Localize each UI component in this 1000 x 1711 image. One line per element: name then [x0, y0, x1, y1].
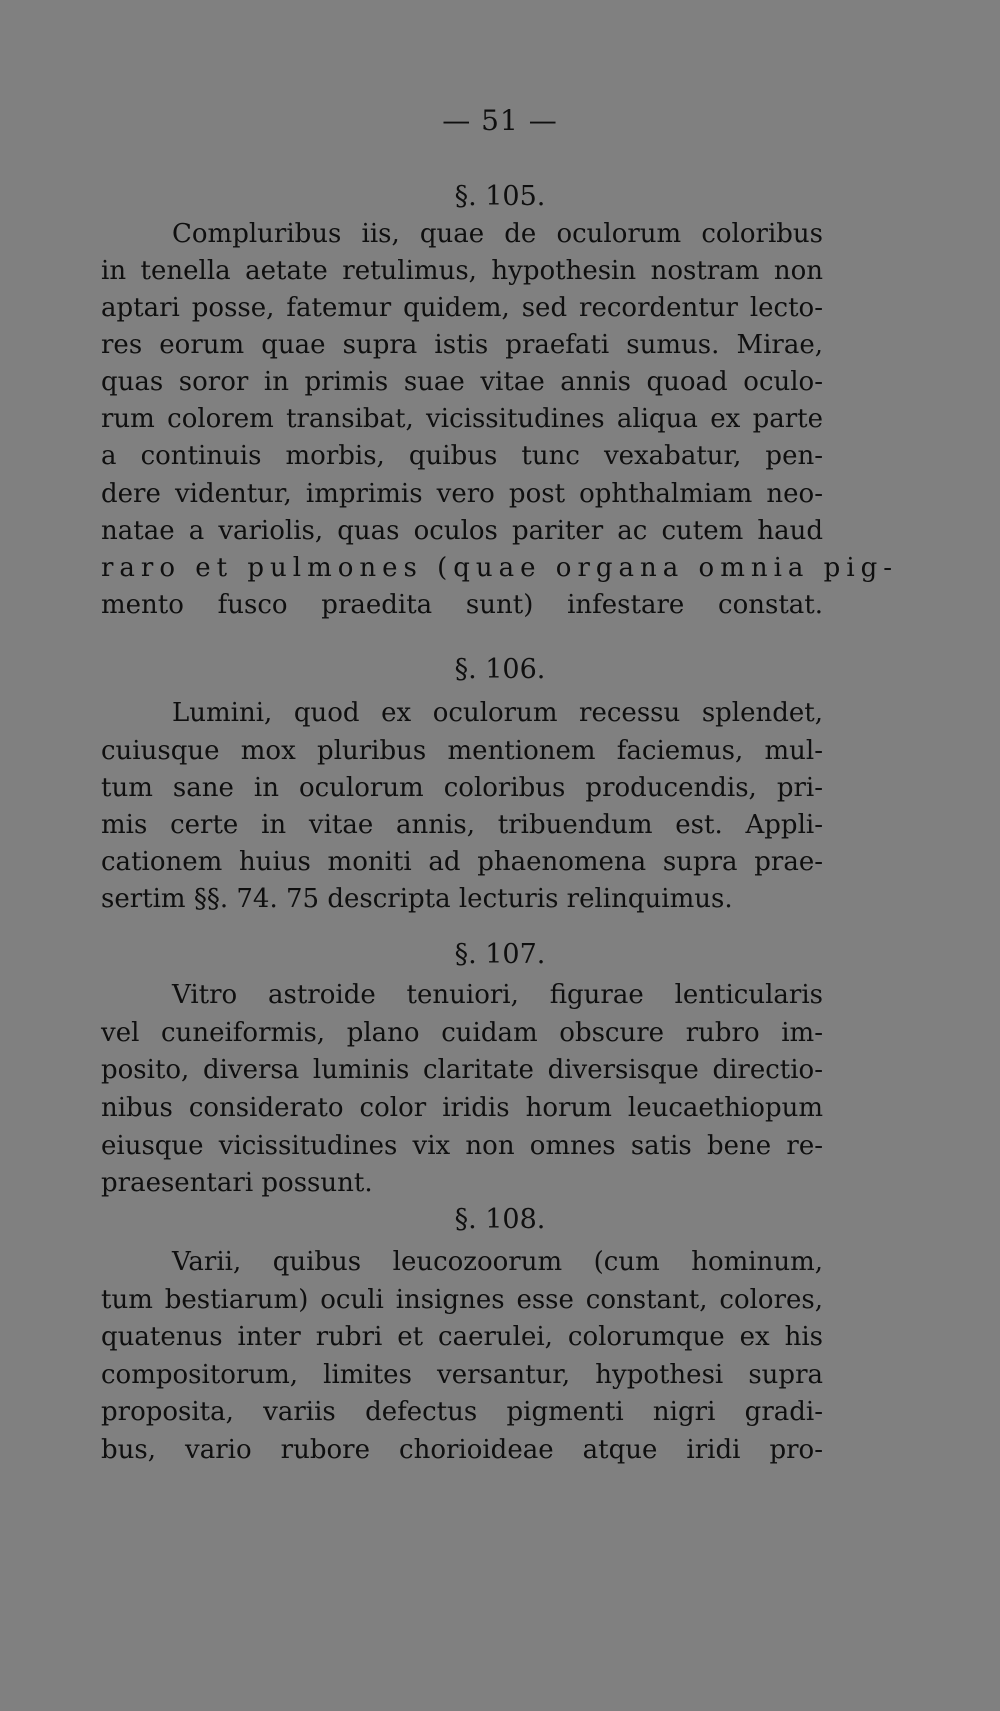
text-line: a continuis morbis, quibus tunc vexabatur, pen-: [101, 441, 823, 471]
text-line: Compluribus iis, quae de oculorum coloribus: [172, 219, 823, 249]
text-line: rum colorem transibat, vicissitudines aliqua ex parte: [101, 404, 823, 434]
text-line: sertim §§. 74. 75 descripta lecturis relinquimus.: [101, 884, 733, 914]
text-line: in tenella aetate retulimus, hypothesin nostram non: [101, 256, 823, 286]
text-line: cationem huius moniti ad phaenomena supra prae-: [101, 847, 823, 877]
text-line: posito, diversa luminis claritate diversisque directio-: [101, 1055, 823, 1085]
text-line: bus, vario rubore chorioideae atque iridi pro-: [101, 1435, 823, 1465]
text-line: vel cuneiformis, plano cuidam obscure rubro im-: [101, 1018, 823, 1048]
text-line: mento fusco praedita sunt) infestare constat.: [101, 590, 823, 620]
page-number: — 51 —: [442, 104, 558, 137]
text-line: tum bestiarum) oculi insignes esse constant, colores,: [101, 1285, 823, 1315]
text-line: praesentari possunt.: [101, 1168, 373, 1198]
text-line: Lumini, quod ex oculorum recessu splendet,: [172, 698, 823, 728]
section-heading-106: §. 106.: [454, 654, 546, 685]
text-line: eiusque vicissitudines vix non omnes satis bene re-: [101, 1131, 823, 1161]
text-line: compositorum, limites versantur, hypothesi supra: [101, 1360, 823, 1390]
section-heading-108: §. 108.: [454, 1204, 546, 1235]
text-line: tum sane in oculorum coloribus producendis, pri-: [101, 773, 823, 803]
text-line: Varii, quibus leucozoorum (cum hominum,: [172, 1247, 823, 1277]
text-line: proposita, variis defectus pigmenti nigri gradi-: [101, 1397, 823, 1427]
section-heading-105: §. 105.: [454, 181, 546, 212]
text-line: res eorum quae supra istis praefati sumus. Mirae,: [101, 330, 823, 360]
text-line: nibus considerato color iridis horum leucaethiopum: [101, 1093, 823, 1123]
text-line: natae a variolis, quas oculos pariter ac cutem haud: [101, 516, 823, 546]
text-line: raro et pulmones (quae organa omnia pig-: [101, 553, 899, 583]
section-heading-107: §. 107.: [454, 939, 546, 970]
text-line: mis certe in vitae annis, tribuendum est. Appli-: [101, 810, 823, 840]
text-line: Vitro astroide tenuiori, figurae lenticularis: [172, 980, 823, 1010]
text-line: cuiusque mox pluribus mentionem faciemus, mul-: [101, 736, 823, 766]
text-line: dere videntur, imprimis vero post ophthalmiam neo-: [101, 479, 823, 509]
text-line: aptari posse, fatemur quidem, sed recordentur lecto-: [101, 293, 823, 323]
text-line: quatenus inter rubri et caerulei, colorumque ex his: [101, 1322, 823, 1352]
text-line: quas soror in primis suae vitae annis quoad oculo-: [101, 367, 823, 397]
